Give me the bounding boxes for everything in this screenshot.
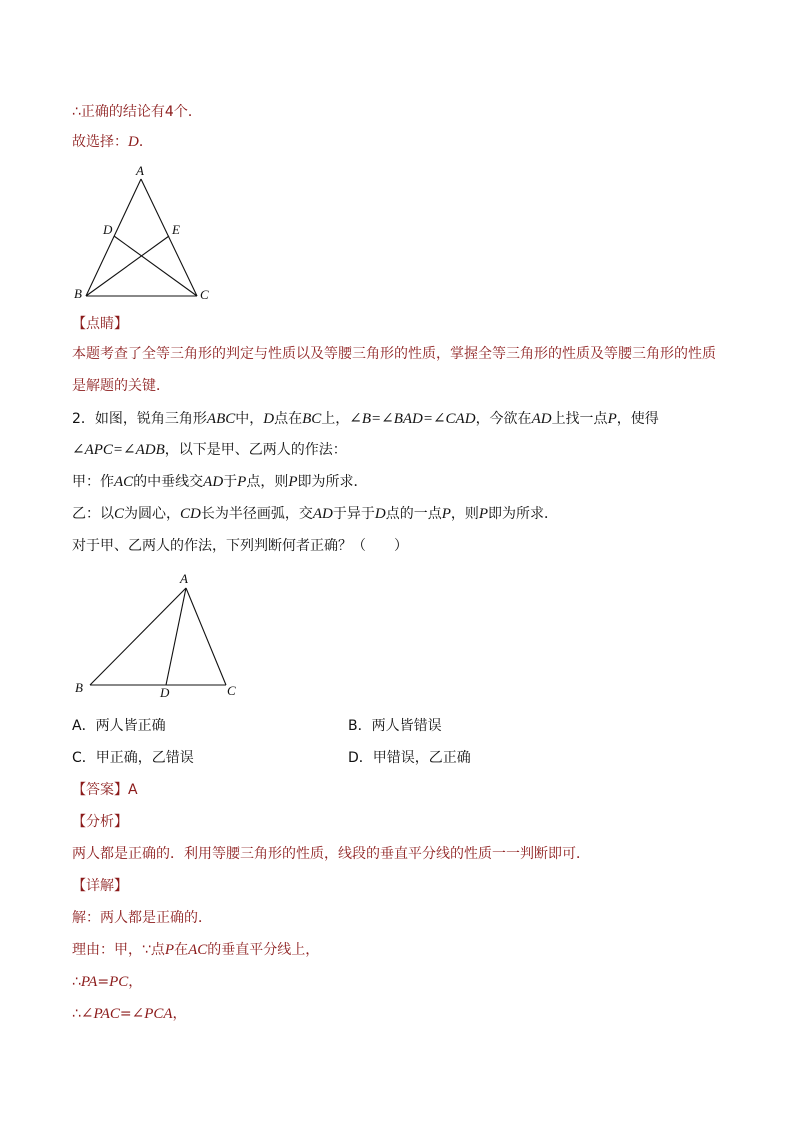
dianjing-text-1: 本题考查了全等三角形的判定与性质以及等腰三角形的性质，掌握全等三角形的性质及等腰三角形的性质 bbox=[72, 346, 716, 362]
analysis-text: 两人都是正确的．利用等腰三角形的性质，线段的垂直平分线的性质一一判断即可． bbox=[72, 846, 590, 862]
detail-heading: 【详解】 bbox=[72, 878, 128, 894]
label-e: E bbox=[172, 222, 180, 237]
segment-ab-2 bbox=[90, 588, 186, 685]
option-b: B．两人皆错误 bbox=[348, 718, 442, 734]
analysis-heading: 【分析】 bbox=[72, 814, 128, 830]
question-2-line-2: ∠APC=∠ADB，以下是甲、乙两人的作法： bbox=[72, 442, 347, 458]
label-b-2: B bbox=[75, 680, 83, 695]
label-d: D bbox=[103, 222, 113, 237]
segment-ac-2 bbox=[186, 588, 226, 685]
label-a: A bbox=[136, 163, 144, 178]
detail-text-4: ∴∠PAC=∠PCA， bbox=[72, 1006, 187, 1022]
choice-line: 故选择：D． bbox=[72, 134, 153, 150]
label-c: C bbox=[200, 287, 209, 302]
label-b: B bbox=[74, 286, 82, 301]
option-d: D．甲错误，乙正确 bbox=[348, 750, 471, 766]
segment-ad-2 bbox=[166, 588, 186, 685]
question-2-method-yi: 乙：以C为圆心，CD长为半径画弧，交AD于异于D点的一点P，则P即为所求． bbox=[72, 506, 559, 522]
label-a-2: A bbox=[180, 571, 188, 586]
option-c: C．甲正确，乙错误 bbox=[72, 750, 194, 766]
detail-text-1: 解：两人都是正确的． bbox=[72, 910, 212, 926]
conclusion-line: ∴正确的结论有4个． bbox=[72, 104, 202, 120]
question-2-prompt: 对于甲、乙两人的作法，下列判断何者正确？（ ） bbox=[72, 538, 408, 554]
answer-line: 【答案】A bbox=[72, 782, 138, 798]
detail-text-2: 理由：甲，∵点P在AC的垂直平分线上， bbox=[72, 942, 320, 958]
dianjing-heading: 【点睛】 bbox=[72, 316, 128, 332]
question-2-line-1: 2．如图，锐角三角形ABC中，D点在BC上，∠B=∠BAD=∠CAD，今欲在AD上找一点P，使得 bbox=[72, 411, 659, 427]
option-a: A．两人皆正确 bbox=[72, 718, 166, 734]
detail-text-3: ∴PA=PC， bbox=[72, 974, 143, 990]
dianjing-text-2: 是解题的关键． bbox=[72, 378, 170, 394]
label-c-2: C bbox=[227, 683, 236, 698]
label-d-2: D bbox=[160, 685, 170, 700]
question-2-method-jia: 甲：作AC的中垂线交AD于P点，则P即为所求． bbox=[72, 474, 368, 490]
